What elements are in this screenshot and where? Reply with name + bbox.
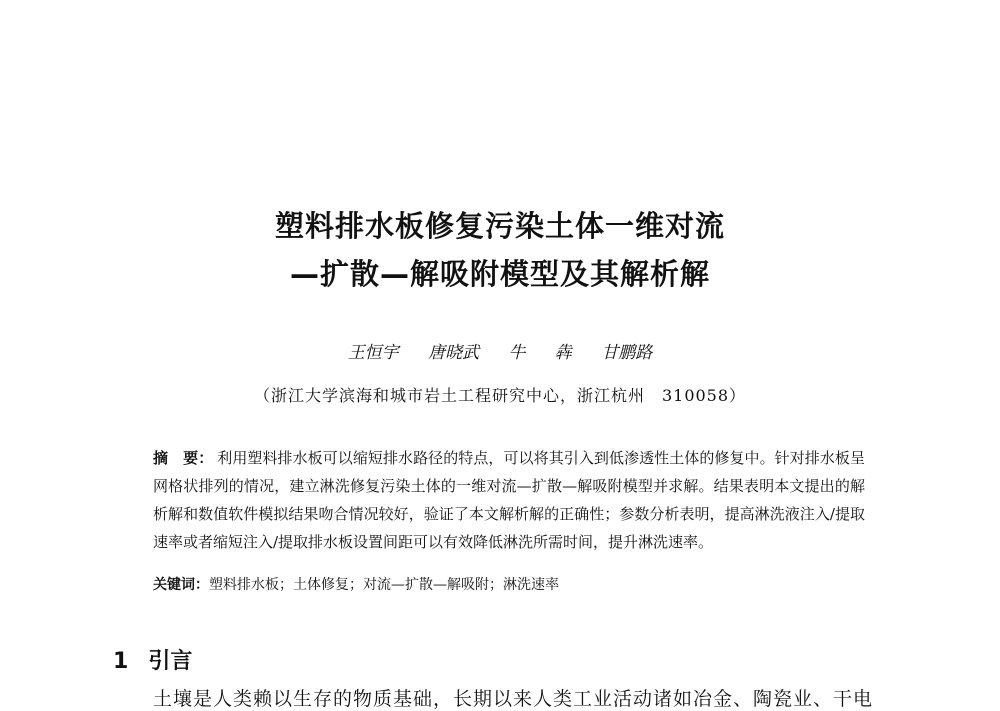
author-list <box>0 338 1000 363</box>
author-affiliation: （浙江大学滨海和城市岩土工程研究中心，浙江杭州 310058） <box>253 386 747 405</box>
abstract-text: 利用塑料排水板可以缩短排水路径的特点，可以将其引入到低渗透性土体的修复中。针对排水板呈网格状排列的情况，建立淋洗修复污染土体的一维对流—扩散—解吸附模型并求解。结果表明本文提出的解析解和数值软件模拟结果吻合情况较好，验证了本文解析解的正确性；参数分析表明，提高淋洗液注入/提取速率或者缩短注入/提取排水板设置间距可以有效降低淋洗所需时间，提升淋洗速率。 <box>153 449 865 551</box>
abstract <box>153 444 865 556</box>
section-number: 1 <box>113 649 129 674</box>
keywords-text: 塑料排水板；土体修复；对流—扩散—解吸附；淋洗速率 <box>209 577 559 593</box>
author-name: 犇 <box>554 343 572 363</box>
section-heading <box>113 644 192 675</box>
author-name: 甘鹏路 <box>601 343 653 363</box>
author-name: 牛 <box>508 343 526 363</box>
author-name: 唐晓武 <box>428 343 480 363</box>
author-name: 王恒宇 <box>347 343 399 363</box>
paper-title-line-2: —扩散—解吸附模型及其解析解 <box>289 257 710 291</box>
body-paragraph: 土壤是人类赖以生存的物质基础，长期以来人类工业活动诸如冶金、陶瓷业、干电 <box>153 688 874 710</box>
section-title: 引言 <box>148 649 193 674</box>
keywords <box>153 574 865 594</box>
keywords-label: 关键词： <box>153 577 209 593</box>
paper-title-line-1: 塑料排水板修复污染土体一维对流 <box>274 209 725 243</box>
abstract-label: 摘 要： <box>153 449 214 467</box>
